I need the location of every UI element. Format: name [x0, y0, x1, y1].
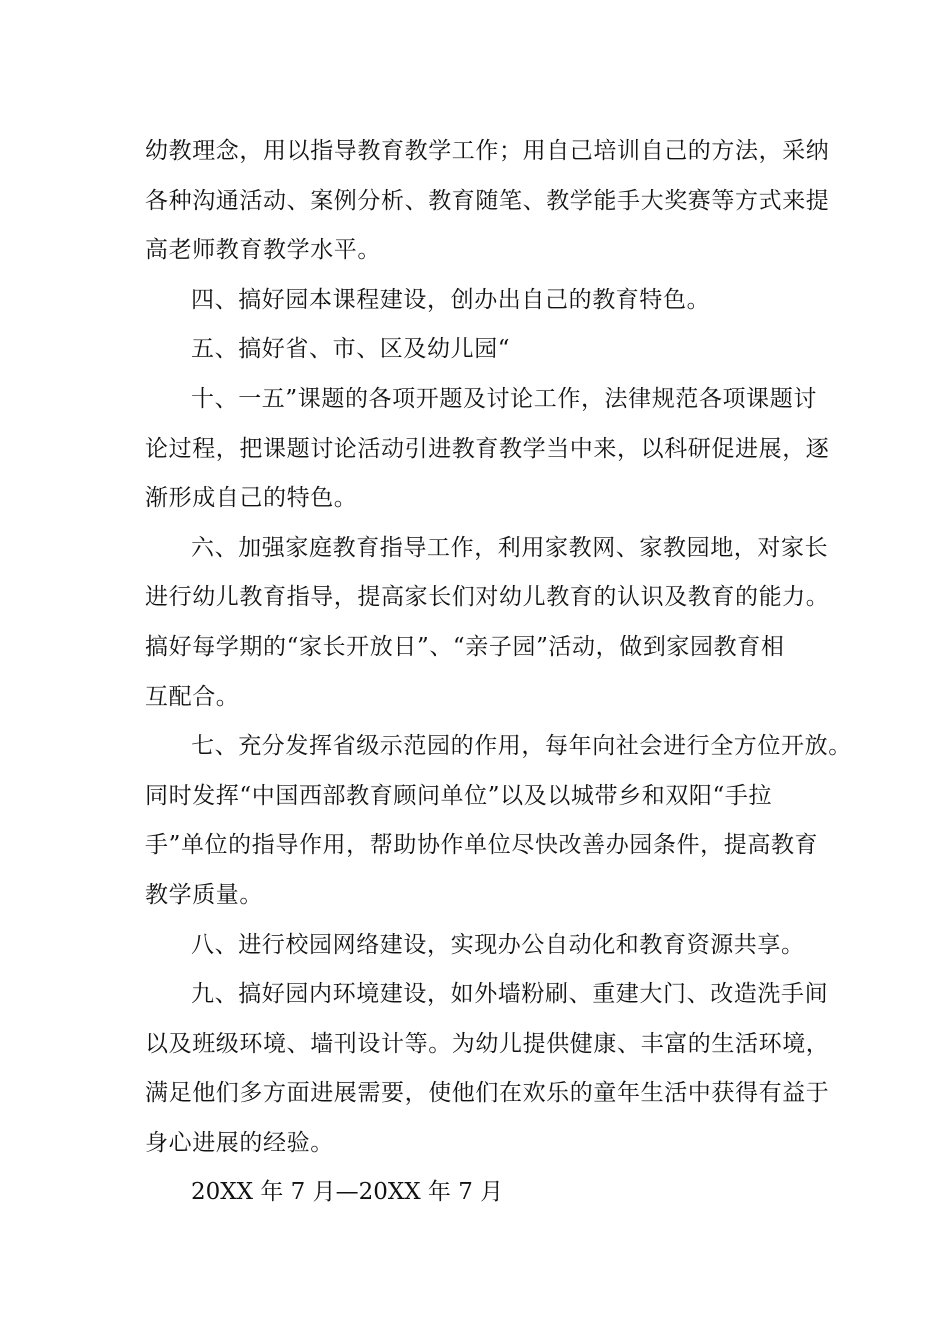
section-six-heading: 六、加强家庭教育指导工作，利用家教网、家教园地，对家长 — [191, 534, 829, 561]
text-line: 搞好每学期的“家长开放日”、“亲子园”活动，做到家园教育相 — [145, 633, 785, 660]
text-line: 论过程，把课题讨论活动引进教育教学当中来，以科研促进展，逐 — [145, 435, 830, 462]
text-line: 以及班级环境、墙刊设计等。为幼儿提供健康、丰富的生活环境， — [145, 1030, 830, 1057]
text-line: 渐形成自己的特色。 — [145, 485, 358, 512]
text-line: 手”单位的指导作用，帮助协作单位尽快改善办园条件，提高教育 — [145, 832, 819, 859]
text-line: 身心进展的经验。 — [145, 1129, 334, 1156]
document-body — [145, 127, 852, 1218]
date-range: 20XX 年 7 月—20XX 年 7 月 — [191, 1179, 504, 1206]
text-line: 进行幼儿教育指导，提高家长们对幼儿教育的认识及教育的能力。 — [145, 584, 830, 611]
text-line: 高老师教育教学水平。 — [145, 237, 381, 264]
text-line: 同时发挥“中国西部教育顾问单位”以及以城带乡和双阳“手拉 — [145, 782, 773, 809]
text-line: 互配合。 — [145, 683, 240, 710]
text-line: 幼教理念，用以指导教育教学工作；用自己培训自己的方法，采纳 — [145, 138, 830, 164]
section-four-heading: 四、搞好园本课程建设，创办出自己的教育特色。 — [191, 286, 711, 313]
text-line: 各种沟通活动、案例分析、教育随笔、教学能手大奖赛等方式来提 — [145, 187, 830, 214]
section-eight-heading: 八、进行校园网络建设，实现办公自动化和教育资源共享。 — [191, 931, 805, 958]
text-line: 教学质量。 — [145, 881, 263, 908]
section-five-heading: 五、搞好省、市、区及幼儿园“ — [191, 336, 511, 363]
text-line: 满足他们多方面进展需要，使他们在欢乐的童年生活中获得有益于 — [145, 1080, 830, 1107]
text-line: 十、一五”课题的各项开题及讨论工作，法律规范各项课题讨 — [191, 385, 817, 412]
section-seven-heading: 七、充分发挥省级示范园的作用，每年向社会进行全方位开放。 — [191, 733, 852, 760]
section-nine-heading: 九、搞好园内环境建设，如外墙粉刷、重建大门、改造洗手间 — [191, 981, 829, 1008]
